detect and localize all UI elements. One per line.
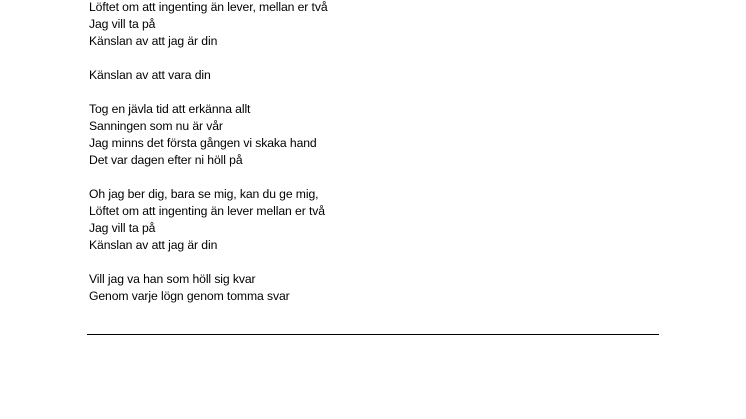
lyric-line: Känslan av att jag är din <box>89 34 218 48</box>
lyric-line: Jag minns det första gången vi skaka hand <box>89 136 317 150</box>
lyric-line: Jag vill ta på <box>89 17 156 31</box>
lyric-line: Känslan av att vara din <box>89 68 211 82</box>
stanza-4 <box>89 186 649 254</box>
horizontal-rule <box>87 334 659 335</box>
stanza-3 <box>89 101 649 169</box>
lyric-line: Löftet om att ingenting än lever mellan er två <box>89 204 325 218</box>
lyric-line: Jag vill ta på <box>89 221 156 235</box>
lyrics-body <box>89 0 649 305</box>
lyric-line: Oh jag ber dig, bara se mig, kan du ge mig, <box>89 187 319 201</box>
lyric-line: Vill jag va han som höll sig kvar <box>89 272 256 286</box>
lyric-line: Det var dagen efter ni höll på <box>89 153 243 167</box>
lyric-line: Tog en jävla tid att erkänna allt <box>89 102 251 116</box>
lyric-line: Genom varje lögn genom tomma svar <box>89 289 290 303</box>
stanza-5 <box>89 271 649 305</box>
lyric-line: Känslan av att jag är din <box>89 238 218 252</box>
lyric-line: Löftet om att ingenting än lever, mellan er två <box>89 0 328 14</box>
stanza-1 <box>89 0 649 50</box>
lyric-line: Sanningen som nu är vår <box>89 119 223 133</box>
stanza-2 <box>89 67 649 84</box>
